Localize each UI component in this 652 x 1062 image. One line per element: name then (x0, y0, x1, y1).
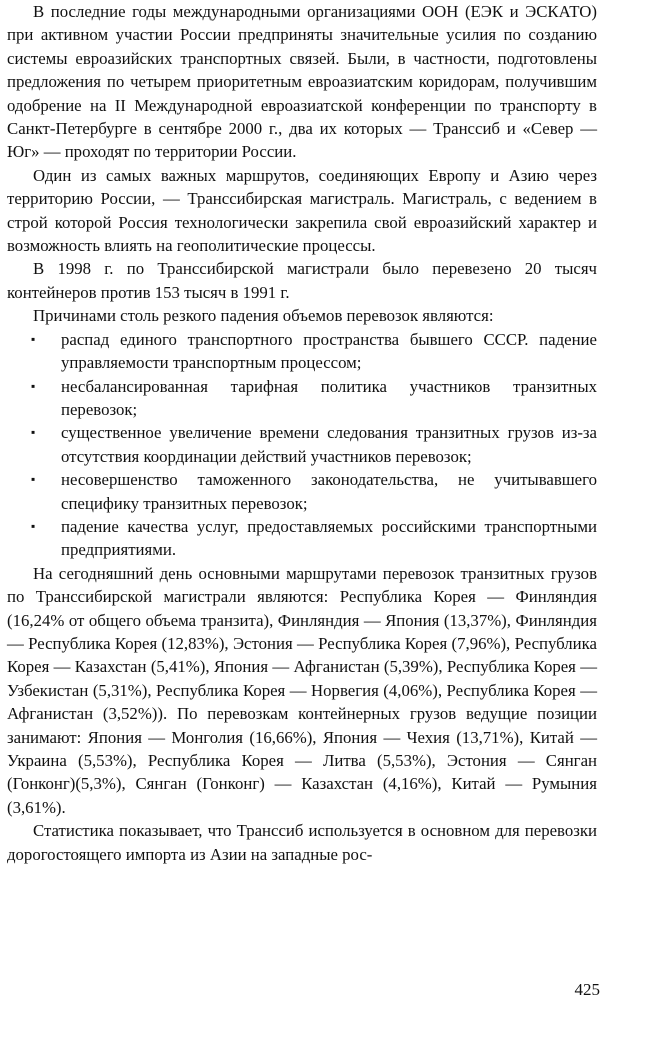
bullet-square-icon: ▪ (31, 518, 36, 533)
paragraph-container-volume: В 1998 г. по Транссибирской магистрали было перевезено 20 тысяч контейнеров против 153 тысяч в 1991 г. (7, 259, 597, 302)
bullet-square-icon: ▪ (31, 331, 36, 346)
list-item-text: распад единого транспортного пространства бывшего СССР. падение управляемости транспортным процессом; (61, 329, 597, 373)
paragraph-decline-reasons-intro: Причинами столь резкого падения объемов перевозок являются: (33, 306, 494, 326)
list-item (31, 468, 597, 515)
list-item (31, 328, 597, 375)
page-number: 425 (574, 980, 600, 999)
bullet-square-icon: ▪ (31, 472, 36, 487)
list-item-text: существенное увеличение времени следования транзитных грузов из-за отсутствия координации действий участников перевозок; (61, 423, 597, 466)
decline-reasons-list (7, 328, 597, 562)
paragraph-international-organizations: В последние годы международными организациями ООН (ЕЭК и ЭСКАТО) при активном участии России предприняты значительные усилия по созданию системы евроазийских транспортных связей. Были, в частности, подготовлены предложения по четырем приоритетным евроазиатским коридорам, получившим одобрение на II Международной евроазиатской конференции по транспорту в Санкт-Петербурге в сентябре 2000 г., два их которых — Транссиб и «Север — Юг» — проходят по территории России. (7, 2, 597, 162)
list-item (31, 375, 597, 422)
bullet-square-icon: ▪ (31, 378, 36, 393)
bullet-square-icon: ▪ (31, 425, 36, 440)
list-item (31, 421, 597, 468)
paragraph-statistics: Статистика показывает, что Транссиб используется в основном для перевозки дорогостоящего импорта из Азии на западные рос- (7, 821, 597, 864)
list-item-text: несбалансированная тарифная политика участников транзитных перевозок; (61, 376, 597, 419)
paragraph-transsib-route: Один из самых важных маршрутов, соединяющих Европу и Азию через территорию России, — Транссибирская магистраль. Магистраль, с ведением в строй которой Россия технологически закрепила свой евроазийский характер и возможность влиять на геополитические процессы. (7, 165, 597, 256)
list-item (31, 515, 597, 562)
list-item-text: несовершенство таможенного законодательства, не учитывавшего специфику транзитных перевозок; (61, 470, 597, 513)
list-item-text: падение качества услуг, предоставляемых российскими транспортными предприятиями. (61, 516, 597, 560)
text-column (7, 0, 597, 866)
paragraph-transit-routes: На сегодняшний день основными маршрутами перевозок транзитных грузов по Транссибирской магистрали являются: Республика Корея — Финляндия (16,24% от общего объема транзита), Финляндия — Япония (13,37%), Финляндия — Республика Корея (12,83%), Эстония — Республика Корея (7,96%), Республика Корея — Казахстан (5,41%), Япония — Афганистан (5,39%), Республика Корея — Узбекистан (5,31%), Республика Корея — Норвегия (4,06%), Республика Корея — Афганистан (3,52%)). По перевозкам контейнерных грузов ведущие позиции занимают: Япония — Монголия (16,66%), Япония — Чехия (13,71%), Китай — Украина (5,53%), Республика Корея — Литва (5,53%), Эстония — Сянган (Гонконг)(5,3%), Сянган (Гонконг) — Казахстан (4,16%), Китай — Румыния (3,61%). (7, 563, 597, 817)
